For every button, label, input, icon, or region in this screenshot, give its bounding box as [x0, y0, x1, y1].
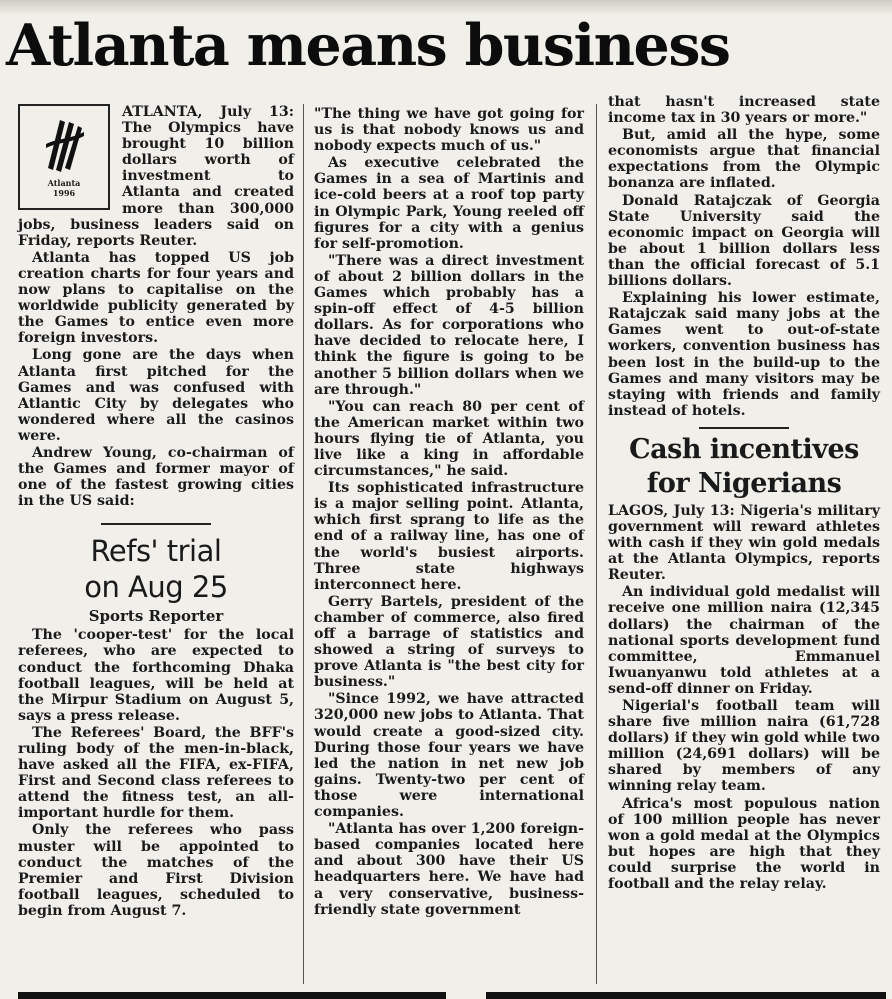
paragraph: that hasn't increased state income tax in 30 years or more."	[608, 94, 880, 127]
article-column-1	[18, 104, 294, 920]
paragraph: ATLANTA, July 13: The Olympics have brought 10 billion dollars worth of investment to Atlanta and created more than 300,000 jobs, business leaders said on Friday, reports Reuter.	[18, 104, 294, 249]
paragraph: Andrew Young, co-chairman of the Games and former mayor of one of the fastest growing cities in the US said:	[18, 444, 294, 510]
paragraph: Nigerial's football team will share five million naira (61,728 dollars) if they win gold while two million (24,691 dollars) will be shared by members of any winning relay team.	[608, 698, 880, 795]
logo-caption: Atlanta 1996	[47, 178, 81, 198]
atlanta-1996-logo	[18, 104, 110, 210]
refs-trial-headline: Refs' trial on Aug 25	[84, 534, 228, 605]
paragraph: "The thing we have got going for us is that nobody knows us and nobody expects much of us."	[314, 106, 584, 155]
torch-logo-icon	[40, 114, 88, 176]
paragraph: LAGOS, July 13: Nigeria's military government will reward athletes with cash if they win gold medals at the Atlanta Olympics, reports Reuter.	[608, 502, 880, 584]
article-column-2	[314, 106, 584, 919]
headline: Atlanta means business	[6, 12, 730, 79]
paragraph: As executive celebrated the Games in a sea of Martinis and ice-cold beers at a roof top party in Olympic Park, Young reeled off figures for a city with a genius for self-promotion.	[314, 155, 584, 252]
paragraph: Explaining his lower estimate, Ratajczak said many jobs at the Games went to out-of-state workers, convention business has been lost in the build-up to the Games and many visitors may be staying with friends and family instead of hotels.	[608, 290, 880, 419]
section-rule	[699, 427, 789, 429]
paragraph: The Referees' Board, the BFF's ruling body of the men-in-black, have asked all the FIFA, ex-FIFA, First and Second class referees to attend the fitness test, an all-important hurdle for them.	[18, 724, 294, 822]
paragraph: The 'cooper-test' for the local referees, who are expected to conduct the forthcoming Dhaka football leagues, will be held at the Mirpur Stadium on August 5, says a press release.	[18, 627, 294, 724]
paragraph: "Since 1992, we have attracted 320,000 new jobs to Atlanta. That would create a good-sized city. During those four years we have led the nation in net new job gains. Twenty-two per cent of those were international companies.	[314, 691, 584, 821]
paragraph: Donald Ratajczak of Georgia State University said the economic impact on Georgia will be about 1 billion dollars less than the official forecast of 5.1 billions dollars.	[608, 192, 880, 290]
paragraph: Only the referees who pass muster will be appointed to conduct the matches of the Premier and First Division football leagues, scheduled to begin from August 7.	[18, 822, 294, 919]
cash-incentives-headline: Cash incentives for Nigerians	[629, 433, 859, 499]
paragraph: Long gone are the days when Atlanta first pitched for the Games and was confused with Atlantic City by delegates who wondered where all the casinos were.	[18, 347, 294, 444]
paragraph: Gerry Bartels, president of the chamber of commerce, also fired off a barrage of statistics and showed a string of surveys to prove Atlanta is "the best city for business."	[314, 593, 584, 691]
article-column-3	[608, 94, 880, 893]
paragraph: "Atlanta has over 1,200 foreign-based companies located here and about 300 have their US headquarters here. We have had a very conservative, business-friendly state government	[314, 821, 584, 918]
bottom-border-bar	[18, 992, 446, 999]
paragraph: "There was a direct investment of about 2 billion dollars in the Games which probably has a spin-off effect of 4-5 billion dollars. As for corporations who have decided to relocate here, I think the figure is going to be another 5 billion dollars when we are through."	[314, 252, 584, 398]
paragraph: "You can reach 80 per cent of the American market within two hours flying tie of Atlanta, you live like a king in affordable circumstances," he said.	[314, 398, 584, 480]
column-divider	[303, 104, 304, 984]
paragraph: Atlanta has topped US job creation charts for four years and now plans to capitalise on the worldwide publicity generated by the Games to entice even more foreign investors.	[18, 249, 294, 347]
bottom-border-bar	[486, 992, 886, 999]
paragraph: Its sophisticated infrastructure is a major selling point. Atlanta, which first sprang to life as the end of a railway line, has one of the world's busiest airports. Three state highways interconnect here.	[314, 480, 584, 593]
paragraph: But, amid all the hype, some economists argue that financial expectations from the Olympic bonanza are inflated.	[608, 127, 880, 192]
paragraph: Africa's most populous nation of 100 million people has never won a gold medal at the Olympics but hopes are high that they could surprise the world in football and the relay relay.	[608, 795, 880, 893]
section-rule	[101, 523, 211, 525]
paragraph: An individual gold medalist will receive one million naira (12,345 dollars) the chairman of the national sports development fund committee, Emmanuel Iwuanyanwu told athletes at a send-off dinner on Friday.	[608, 584, 880, 697]
refs-byline: Sports Reporter	[88, 607, 224, 626]
column-divider	[596, 104, 597, 984]
